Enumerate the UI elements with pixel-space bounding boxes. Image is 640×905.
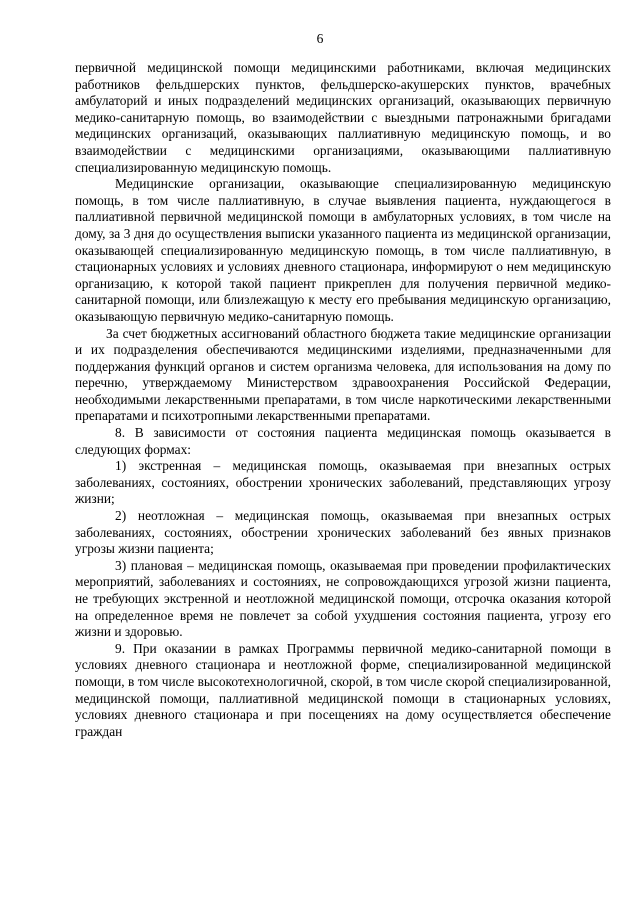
paragraph-item-8: 8. В зависимости от состояния пациента медицинская помощь оказывается в следующих формах:: [75, 425, 611, 457]
paragraph-medical-organizations: Медицинские организации, оказывающие специализированную медицинскую помощь, в том числе паллиативную, в случае выявления пациента, нуждающегося в паллиативной первичной медицинской помощи в амбулаторных условиях, в том числе на дому, за 3 дня до осуществления выписки указанного пациента из медицинской организации, оказывающей специализированную медицинскую помощь, в том числе паллиативную, в стационарных условиях и условиях дневного стационара, информируют о нем медицинскую организацию, к которой такой пациент прикреплен для получения первичной медико-санитарной помощи, или близлежащую к месту его пребывания медицинскую организацию, оказывающую первичную медико-санитарную помощь.: [75, 176, 611, 324]
paragraph-item-9: 9. При оказании в рамках Программы первичной медико-санитарной помощи в условиях дневного стационара и неотложной форме, специализированной медицинской помощи, в том числе высокотехнологичной, скорой, в том числе скорой специализированной, медицинской помощи, паллиативной медицинской помощи в стационарных условиях, условиях дневного стационара и при посещениях на дому осуществляется обеспечение граждан: [75, 640, 611, 739]
paragraph-planned-form: 3) плановая – медицинская помощь, оказываемая при проведении профилактических мероприятий, заболеваниях и состояниях, не сопровождающихся угрозой жизни пациента, не требующих экстренной и неотложной медицинской помощи, отсрочка оказания которой на определенное время не повлечет за собой ухудшения состояния пациента, угрозу его жизни и здоровью.: [75, 557, 611, 640]
paragraph-regional-budget: За счет бюджетных ассигнований областного бюджета такие медицинские организации и их подразделения обеспечиваются медицинскими изделиями, предназначенными для поддержания функций органов и систем организма человека, для использования на дому по перечню, утверждаемому Министерством здравоохранения Российской Федерации, необходимыми лекарственными препаратами, в том числе наркотическими лекарственными препаратами и психотропными лекарственными препаратами.: [75, 325, 611, 424]
paragraph-urgent-form: 2) неотложная – медицинская помощь, оказываемая при внезапных острых заболеваниях, состояниях, обострении хронических заболеваний без явных признаков угрозы жизни пациента;: [75, 508, 611, 557]
paragraph-emergency-form: 1) экстренная – медицинская помощь, оказываемая при внезапных острых заболеваниях, состояниях, обострении хронических заболеваний, представляющих угрозу жизни;: [75, 458, 611, 507]
paragraph-continuation: первичной медицинской помощи медицинскими работниками, включая медицинских работников фельдшерских пунктов, фельдшерско-акушерских пунктов, врачебных амбулаторий и иных подразделений медицинских организаций, оказывающих первичную медико-санитарную помощь, во взаимодействии с выездными патронажными бригадами медицинских организаций, оказывающих паллиативную медицинскую помощь, и во взаимодействии с медицинскими организациями, оказывающими паллиативную специализированную медицинскую помощь.: [75, 60, 611, 175]
document-body: [75, 60, 611, 740]
page-number: 6: [316, 31, 324, 46]
